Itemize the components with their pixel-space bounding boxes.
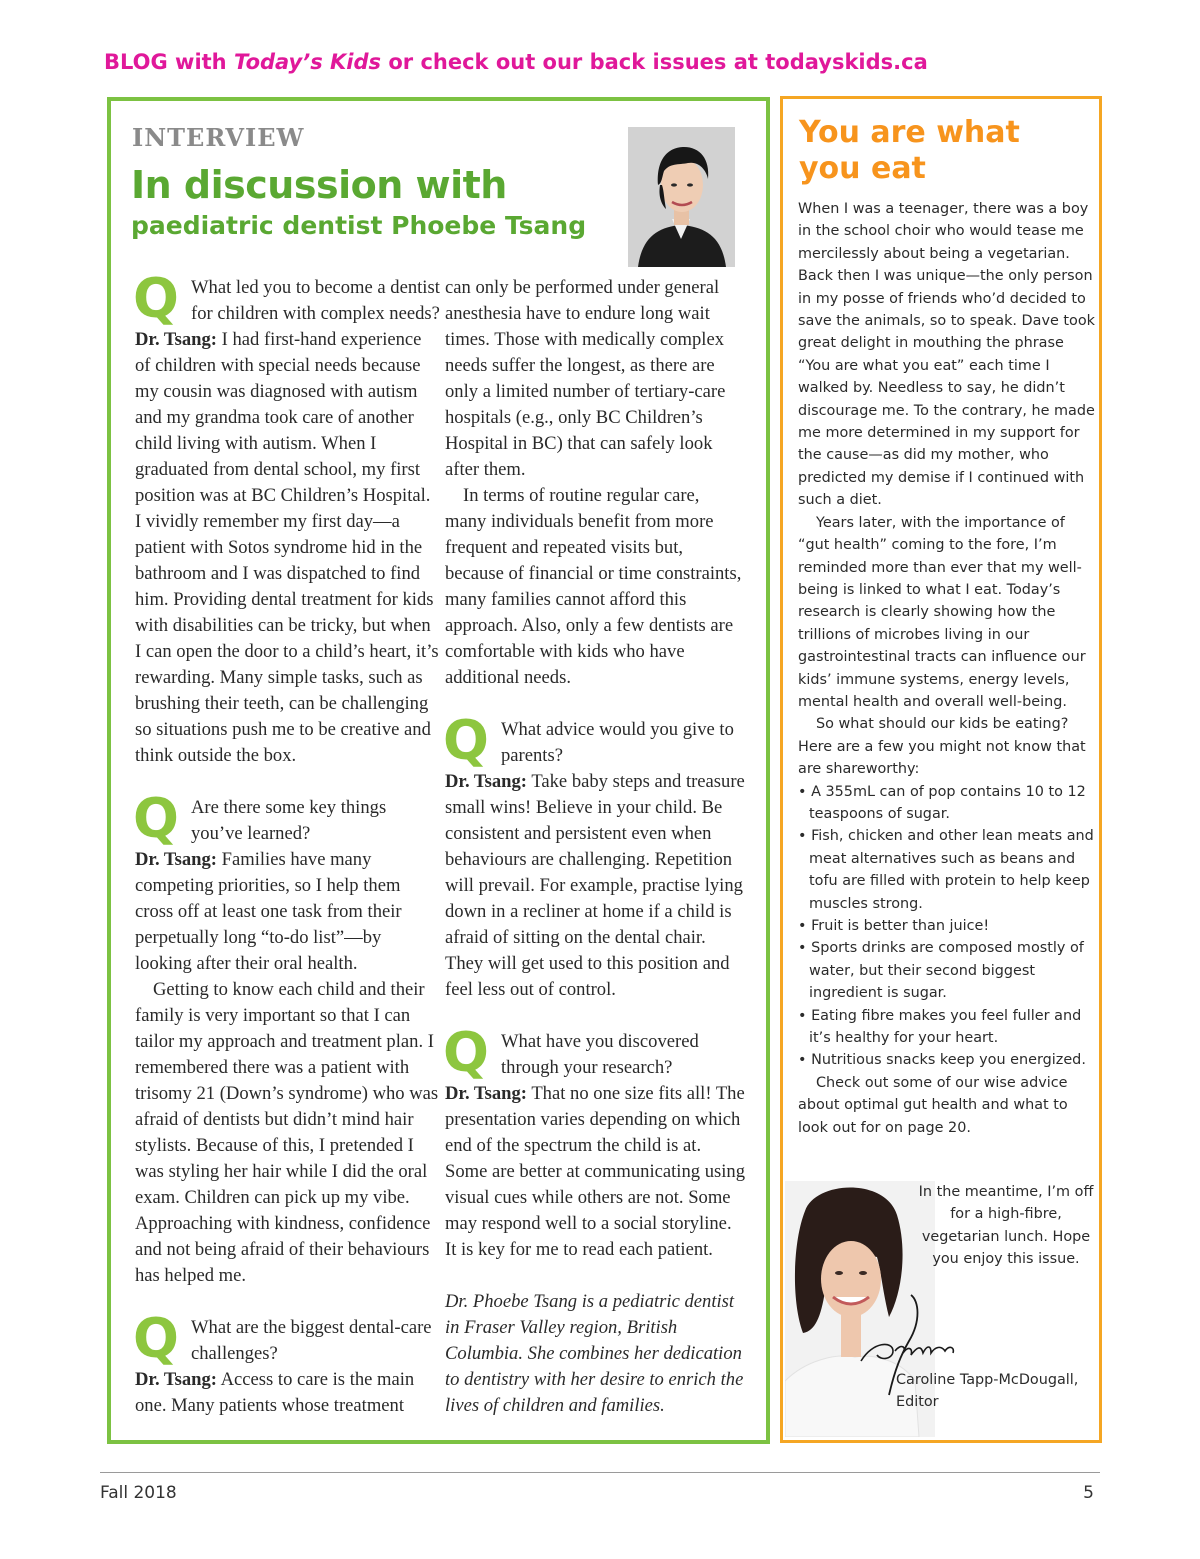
speaker-label: Dr. Tsang:	[135, 329, 217, 350]
question-2: Are there some key things you’ve learned?	[191, 797, 387, 844]
editor-title-line-1: You are what	[799, 115, 1020, 150]
answer-1: I had first-hand experience of children with special needs because my cousin was diagnosed with autism and my grandma took care of another child living with autism. When I graduated from dental school, my first position was at BC Children’s Hospital. I vividly remember my first day—a patient with Sotos syndrome hid in the bathroom and I was dispatched to find him. Providing dental treatment for kids with disabilities can be tricky, but when I can open the door to a child’s heart, it’s rewarding. Many simple tasks, such as brushing their teeth, can be challenging so situations push me to be creative and think outside the box.	[135, 329, 439, 766]
question-4: What advice would you give to parents?	[501, 719, 734, 766]
answer-5: That no one size fits all! The presentation varies depending on which end of the spectrum the child is at. Some are better at communicating using visual cues while others are not. Some may respond well to a social storyline. It is key for me to read each patient.	[445, 1083, 745, 1260]
banner-magazine: Today’s Kids	[233, 50, 382, 74]
editor-paragraph-2: Years later, with the importance of “gut health” coming to the fore, I’m reminded more than ever that my well-being is linked to what I eat. Today’s research is clearly showing how the trillions of microbes living in our gastrointestinal tracts can influence our kids’ immune systems, energy levels, mental health and overall well-being.	[798, 514, 1086, 710]
interview-subhead: paediatric dentist Phoebe Tsang	[131, 211, 587, 240]
editor-title-line-2: you eat	[799, 151, 926, 186]
banner-rest: or check out our back issues at todayskids.ca	[381, 50, 928, 74]
tips-list	[798, 781, 1096, 1072]
footer-divider	[100, 1472, 1100, 1473]
answer-4: Take baby steps and treasure small wins! Believe in your child. Be consistent and persistent even when behaviours are challenging. Repetition will prevail. For example, practise lying down in a recliner at home if a child is afraid of sitting on the dental chair. They will get used to this position and feel less out of control.	[445, 771, 745, 1000]
list-item: • Eating fibre makes you feel fuller and it’s healthy for your heart.	[798, 1007, 1082, 1047]
q-icon: Q	[133, 1307, 179, 1370]
editor-role: Editor	[896, 1394, 939, 1411]
portrait-photo-illustration	[628, 127, 735, 267]
q-icon: Q	[443, 709, 489, 772]
list-item: • Fish, chicken and other lean meats and meat alternatives such as beans and tofu are filled with protein to help keep muscles strong.	[798, 828, 1094, 912]
q-icon: Q	[443, 1021, 489, 1084]
answer-3-continued: can only be performed under general anesthesia have to endure long wait times. Those with medically complex needs suffer the longest, as there are only a limited number of tertiary-care hospitals (e.g., only BC Children’s Hospital in BC) that can safely look after them.	[445, 277, 726, 480]
blog-banner[interactable]	[104, 50, 928, 74]
page-number: 5	[1083, 1483, 1094, 1503]
issue-label: Fall 2018	[100, 1483, 177, 1503]
dentist-portrait	[628, 127, 735, 267]
question-block-1	[133, 267, 440, 769]
answer-2-paragraph-2: Getting to know each child and their family is very important so that I can tailor my approach and treatment plan. I remembered there was a patient with trisomy 21 (Down’s syndrome) who was afraid of dentists but didn’t mind hair stylists. Because of this, I pretended I was styling her hair while I did the oral exam. Children can pick up my vibe. Approaching with kindness, confidence and not being afraid of their behaviours has helped me.	[135, 979, 439, 1286]
interview-column-left	[133, 267, 440, 1419]
question-5: What have you discovered through your research?	[501, 1031, 699, 1078]
q-icon: Q	[133, 787, 179, 850]
answer-3-paragraph-2: In terms of routine regular care, many individuals benefit from more frequent and repeated visits but, because of financial or time constraints, many families cannot afford this approach. Also, only a few dentists are comfortable with kids who have additional needs.	[445, 485, 742, 688]
answer-2: Families have many competing priorities, so I help them cross off at least one task from their perpetually long “to-do list”—by looking after their oral health.	[135, 849, 402, 974]
interview-headline: In discussion with	[131, 163, 507, 207]
list-item: • Fruit is better than juice!	[798, 918, 990, 934]
question-3: What are the biggest dental-care challenges?	[191, 1317, 432, 1364]
banner-blog: BLOG	[104, 50, 168, 74]
question-1: What led you to become a dentist for children with complex needs?	[191, 277, 440, 324]
editor-paragraph-3: So what should our kids be eating? Here are a few you might not know that are shareworthy:	[798, 716, 1086, 778]
answer-3-start: Access to care is the main one. Many patients whose treatment	[135, 1369, 415, 1416]
author-bio: Dr. Phoebe Tsang is a pediatric dentist in Fraser Valley region, British Columbia. She combines her dedication to dentistry with her desire to enrich the lives of children and families.	[445, 1291, 744, 1416]
q-icon: Q	[133, 267, 179, 330]
question-block-2	[133, 787, 440, 1289]
speaker-label: Dr. Tsang:	[445, 771, 527, 792]
editor-body	[798, 198, 1096, 1139]
editor-paragraph-1: When I was a teenager, there was a boy in the school choir who would tease me mercilessly about being a vegetarian. Back then I was unique—the only person in my posse of friends who’d decided to save the animals, so to speak. Dave took great delight in mouthing the phrase “You are what you eat” each time I walked by. Needless to say, he didn’t discourage me. To the contrary, he made me more determined in my support for the cause—as did my mother, who predicted my demise if I continued with such a diet.	[798, 201, 1095, 509]
banner-with: with	[167, 50, 234, 74]
question-block-4	[443, 709, 745, 1003]
editor-closing: In the meantime, I’m off for a high-fibre, vegetarian lunch. Hope you enjoy this issue.	[918, 1184, 1094, 1268]
interview-panel	[107, 97, 770, 1444]
section-kicker: INTERVIEW	[132, 123, 305, 152]
editor-name: Caroline Tapp-McDougall,	[896, 1372, 1079, 1388]
editor-paragraph-4: Check out some of our wise advice about optimal gut health and what to look out for on page 20.	[798, 1074, 1068, 1136]
speaker-label: Dr. Tsang:	[135, 849, 217, 870]
editor-title	[799, 115, 1020, 187]
speaker-label: Dr. Tsang:	[445, 1083, 527, 1104]
list-item: • A 355mL can of pop contains 10 to 12 teaspoons of sugar.	[798, 783, 1086, 822]
interview-column-right	[445, 275, 745, 1419]
editor-signoff	[896, 1369, 1078, 1414]
speaker-label: Dr. Tsang:	[135, 1369, 217, 1390]
list-item: • Sports drinks are composed mostly of water, but their second biggest ingredient is sugar.	[798, 940, 1084, 1002]
editor-letter-panel	[780, 96, 1102, 1443]
question-block-5	[443, 1021, 745, 1263]
list-item: • Nutritious snacks keep you energized.	[798, 1052, 1086, 1069]
question-block-3	[133, 1307, 440, 1419]
